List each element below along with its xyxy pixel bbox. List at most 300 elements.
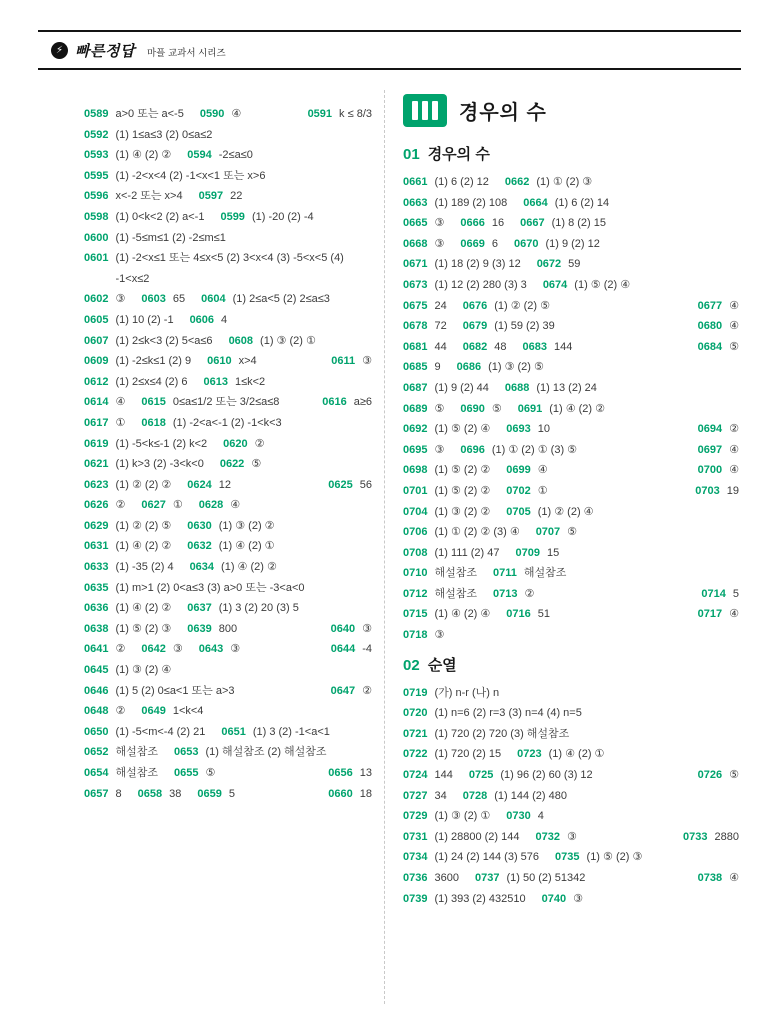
answer-text: 해설참조 — [523, 567, 567, 580]
problem-number: 0657 — [84, 787, 109, 800]
problem-number: 0732 — [535, 830, 560, 843]
answer-pair — [520, 213, 606, 234]
problem-number: 0608 — [228, 334, 254, 347]
problem-number: 0716 — [506, 608, 531, 621]
answer-pair — [698, 868, 739, 889]
problem-number: 0692 — [403, 423, 428, 436]
answer-text: (1) ① (2) ② (3) ④ — [434, 526, 520, 539]
problem-number: 0643 — [198, 643, 224, 656]
answer-pair — [536, 522, 577, 543]
answer-row — [84, 536, 372, 557]
problem-number: 0705 — [506, 505, 531, 518]
section-title: 경우의 수 — [427, 146, 490, 163]
answer-text: (1) ⑤ (2) ③ — [586, 851, 643, 864]
answer-text: 8 — [115, 787, 122, 800]
problem-number: 0630 — [187, 519, 212, 532]
problem-number: 0686 — [456, 361, 482, 374]
answer-text: a>0 또는 a<-5 — [115, 108, 184, 120]
answer-pair — [698, 337, 739, 358]
problem-number: 0635 — [84, 581, 109, 594]
answer-row — [403, 275, 739, 296]
answer-row — [84, 598, 372, 619]
answer-pair — [84, 722, 205, 743]
answer-row — [403, 193, 739, 214]
answer-text: (1) ③ (2) ② — [434, 505, 491, 518]
answer-pair — [322, 392, 372, 413]
problem-number: 0658 — [137, 787, 163, 800]
answer-row — [403, 481, 739, 502]
answer-text: (1) -20 (2) -4 — [251, 210, 314, 223]
answer-text: (1) ③ (2) ② — [218, 519, 275, 532]
problem-number: 0655 — [174, 767, 199, 779]
answer-pair — [403, 827, 519, 848]
answer-row — [403, 889, 739, 910]
answer-text: 해설참조 — [434, 567, 477, 580]
problem-number: 0599 — [220, 210, 245, 223]
answer-text: 38 — [169, 787, 182, 800]
answer-pair — [535, 827, 576, 848]
problem-number: 0680 — [697, 320, 723, 333]
answer-row — [403, 827, 739, 848]
answer-pair — [141, 289, 185, 310]
answer-pair — [403, 604, 490, 625]
answer-text: (1) ⑤ (2) ④ — [574, 278, 631, 291]
answer-pair — [698, 604, 739, 625]
answer-text: ⑤ — [434, 402, 445, 415]
answer-pair — [84, 639, 125, 660]
answer-text: (1) 10 (2) -1 — [115, 313, 174, 326]
answer-row — [84, 763, 372, 784]
answer-pair — [229, 331, 316, 352]
problem-number: 0610 — [207, 355, 232, 368]
answer-text: 5 — [732, 587, 739, 600]
answer-pair — [403, 724, 569, 745]
problem-number: 0619 — [84, 437, 109, 450]
problem-number: 0723 — [517, 748, 542, 761]
chapter-roman-numeral-III-icon — [403, 94, 447, 127]
answer-text: 51 — [537, 608, 550, 621]
answer-text: 65 — [172, 293, 186, 306]
answer-text: 9 — [434, 361, 441, 374]
answer-row — [84, 331, 372, 352]
problem-number: 0713 — [493, 587, 518, 600]
answer-text: 2880 — [714, 830, 739, 843]
answer-text: ② — [115, 499, 126, 512]
answer-text: (1) 해설참조 (2) 해설참조 — [205, 746, 327, 759]
answer-text: (1) ③ (2) ① — [434, 810, 491, 823]
answer-text: (1) 50 (2) 51342 — [506, 872, 586, 884]
answer-pair — [463, 316, 555, 337]
answer-row — [403, 724, 739, 745]
problem-number: 0718 — [403, 629, 428, 642]
answer-pair — [463, 786, 567, 807]
answer-text: (1) ④ (2) ④ — [434, 608, 491, 621]
answer-text: (1) 5 (2) 0≤a<1 또는 a>3 — [115, 684, 235, 697]
answer-text: (1) ① (2) ① (3) ⑤ — [491, 443, 578, 456]
answer-row — [403, 868, 739, 889]
answer-pair — [523, 193, 609, 214]
problem-number: 0685 — [403, 361, 428, 374]
answer-pair — [141, 392, 279, 413]
problem-number: 0596 — [84, 190, 109, 203]
answer-row — [403, 584, 739, 605]
problem-number: 0719 — [403, 686, 428, 699]
answer-pair — [506, 502, 593, 523]
problem-number: 0602 — [84, 293, 109, 306]
answer-text: (1) 8 (2) 15 — [551, 217, 606, 230]
problem-number: 0727 — [403, 789, 428, 802]
problem-number: 0704 — [403, 505, 428, 518]
answer-pair — [174, 763, 215, 784]
answer-text: (1) 1≤a≤3 (2) 0≤a≤2 — [115, 128, 213, 141]
answer-pair — [84, 763, 158, 784]
problem-number: 0645 — [84, 664, 109, 677]
answer-pair — [505, 172, 592, 193]
answer-text: (1) 18 (2) 9 (3) 12 — [434, 258, 521, 271]
problem-number: 0672 — [536, 258, 562, 271]
answer-pair — [197, 784, 235, 805]
lightning-bolt-icon: ⚡ — [51, 42, 68, 59]
answer-text: (1) 28800 (2) 144 — [434, 830, 520, 843]
brand-logo: 빠른정답 — [75, 43, 135, 60]
problem-number: 0683 — [522, 340, 547, 353]
answer-row — [403, 502, 739, 523]
answer-pair — [84, 598, 171, 619]
answer-pair — [403, 502, 490, 523]
problem-number: 0693 — [506, 423, 531, 436]
problem-number: 0717 — [697, 608, 723, 621]
answer-pair — [138, 784, 182, 805]
answer-pair — [403, 765, 453, 786]
answer-pair — [328, 763, 372, 784]
problem-number: 0668 — [403, 237, 428, 250]
answer-row — [403, 765, 739, 786]
answer-text: (1) ⑤ (2) ③ — [115, 622, 172, 635]
answer-text: 12 — [218, 478, 231, 491]
answer-text: 34 — [434, 789, 447, 802]
answer-text: (1) 3 (2) 20 (3) 5 — [218, 602, 299, 615]
problem-number: 0739 — [403, 892, 428, 905]
answer-pair — [201, 289, 330, 310]
problem-number: 0661 — [403, 176, 428, 188]
answer-pair — [543, 275, 630, 296]
answer-text: ③ — [362, 355, 372, 368]
answer-pair — [308, 104, 372, 125]
answer-text: ③ — [573, 892, 583, 905]
problem-number: 0709 — [515, 546, 540, 559]
answer-text: ① — [537, 484, 548, 497]
answer-row — [403, 337, 739, 358]
answer-row — [84, 207, 372, 228]
answer-text: (1) ② (2) ⑤ — [115, 519, 172, 532]
answer-text: ③ — [230, 643, 241, 656]
answer-text: (1) 2≤a<5 (2) 2≤a≤3 — [232, 293, 330, 306]
answer-pair — [403, 193, 507, 214]
answer-text: (1) ⑤ (2) ② — [434, 484, 491, 497]
answer-text: (1) -2≤k≤1 (2) 9 — [115, 355, 192, 368]
problem-number: 0589 — [84, 108, 109, 120]
problem-number: 0656 — [328, 767, 353, 779]
answer-text: ④ — [729, 443, 739, 456]
problem-number: 0615 — [141, 396, 166, 409]
problem-number: 0665 — [403, 217, 428, 230]
answer-pair — [403, 481, 490, 502]
problem-number: 0641 — [84, 643, 109, 656]
answer-text: (1) -5<k≤-1 (2) k<2 — [115, 437, 208, 450]
problem-number: 0677 — [697, 299, 723, 312]
problem-number: 0660 — [328, 787, 353, 800]
answer-text: k ≤ 8/3 — [339, 108, 372, 120]
answer-pair — [403, 889, 526, 910]
answer-text: 72 — [434, 320, 447, 333]
answer-pair — [516, 543, 560, 564]
problem-number: 0700 — [697, 464, 723, 477]
answer-pair — [84, 557, 174, 578]
answer-text: (1) 9 (2) 44 — [434, 381, 489, 394]
problem-number: 0720 — [403, 707, 428, 720]
answer-pair — [199, 186, 243, 207]
problem-number: 0701 — [403, 484, 428, 497]
answer-text: (1) 720 (2) 720 (3) 해설참조 — [434, 727, 570, 740]
problem-number: 0648 — [84, 705, 109, 718]
answer-pair — [207, 351, 257, 372]
answer-row — [84, 228, 372, 249]
answer-text: ④ — [230, 499, 241, 512]
answer-pair — [84, 392, 125, 413]
problem-number: 0624 — [187, 478, 212, 491]
problem-number: 0653 — [174, 746, 199, 759]
answer-pair — [403, 703, 582, 724]
answer-row — [84, 289, 372, 310]
answer-row — [84, 413, 372, 434]
answer-pair — [141, 495, 182, 516]
answer-text: (1) ③ (2) ④ — [115, 664, 172, 677]
section-header — [403, 654, 739, 675]
answer-text: (1) ③ (2) ⑤ — [488, 361, 544, 374]
problem-number: 0721 — [403, 727, 428, 740]
problem-number: 0629 — [84, 519, 109, 532]
answer-row — [84, 557, 372, 578]
answer-text: ① — [172, 499, 183, 512]
answer-pair — [403, 172, 489, 193]
problem-number: 0702 — [506, 484, 531, 497]
answer-text: -2≤a≤0 — [218, 149, 253, 162]
answer-pair — [403, 234, 444, 255]
answer-text: (1) ④ (2) ② — [221, 561, 277, 574]
answer-pair — [84, 413, 125, 434]
problem-number: 0715 — [403, 608, 428, 621]
answer-pair — [174, 742, 327, 763]
answer-text: (1) 144 (2) 480 — [494, 789, 567, 802]
series-label: 마플 교과서 시리즈 — [146, 47, 226, 59]
answer-pair — [463, 296, 550, 317]
answer-text: 15 — [546, 546, 560, 559]
answer-pair — [187, 516, 274, 537]
answer-pair — [460, 213, 504, 234]
problem-number: 0695 — [403, 443, 428, 456]
answer-pair — [84, 351, 191, 372]
answer-row — [84, 372, 372, 393]
problem-number: 0649 — [141, 705, 166, 718]
answer-pair — [84, 331, 213, 352]
section-number: 02 — [403, 656, 420, 674]
answer-pair — [506, 419, 550, 440]
problem-number: 0729 — [403, 810, 428, 823]
answer-pair — [84, 742, 158, 763]
answer-text: ① — [115, 416, 126, 429]
answer-text: ⑤ — [491, 402, 502, 415]
problem-number: 0591 — [307, 108, 333, 120]
answer-text: 1≤k<2 — [234, 375, 266, 388]
answer-pair — [403, 316, 447, 337]
section-number: 01 — [403, 146, 420, 163]
answer-text: (1) 9 (2) 12 — [545, 237, 600, 250]
answer-row — [84, 619, 372, 640]
answer-pair — [695, 481, 739, 502]
answer-row — [403, 399, 739, 420]
answer-text: ③ — [434, 443, 445, 456]
problem-number: 0646 — [84, 684, 109, 697]
answer-text: 해설참조 — [434, 587, 477, 600]
answer-pair — [187, 475, 231, 496]
answer-row — [403, 296, 739, 317]
answer-pair — [522, 337, 572, 358]
answer-text: (1) ④ (2) ② — [115, 149, 172, 162]
problem-number: 0696 — [460, 443, 485, 456]
answer-pair — [518, 399, 605, 420]
answer-text: 24 — [434, 299, 447, 312]
problem-number: 0640 — [330, 622, 356, 635]
answer-row — [84, 660, 372, 681]
answer-text: 10 — [537, 423, 550, 436]
problem-number: 0604 — [201, 293, 226, 306]
answer-pair — [84, 372, 187, 393]
answer-text: 800 — [218, 622, 238, 635]
answer-pair — [403, 337, 447, 358]
problem-number: 0712 — [403, 587, 428, 600]
answer-row — [84, 639, 372, 660]
problem-number: 0598 — [84, 210, 109, 223]
answer-row — [403, 625, 739, 646]
answer-pair — [457, 357, 544, 378]
answer-row — [403, 703, 739, 724]
answer-text: 해설참조 — [115, 767, 158, 779]
problem-number: 0642 — [141, 643, 166, 656]
problem-number: 0726 — [697, 769, 723, 782]
problem-number: 0623 — [84, 478, 109, 491]
problem-number: 0664 — [523, 196, 548, 209]
answer-pair — [403, 806, 490, 827]
answer-text: (1) ④ (2) ② — [549, 402, 605, 415]
problem-number: 0663 — [403, 196, 428, 209]
answer-text: 4 — [537, 810, 544, 823]
answer-pair — [221, 722, 330, 743]
answer-text: (1) 6 (2) 12 — [434, 176, 489, 188]
answer-pair — [223, 434, 264, 455]
answer-pair — [683, 827, 739, 848]
answer-text: (1) ④ (2) ① — [218, 540, 275, 553]
problem-number: 0639 — [187, 622, 212, 635]
problem-number: 0600 — [84, 231, 109, 244]
answer-text: (1) k>3 (2) -3<k<0 — [115, 458, 204, 471]
answer-text: 4 — [221, 313, 228, 326]
problem-number: 0609 — [84, 355, 109, 368]
problem-number: 0684 — [697, 340, 723, 353]
answer-pair — [200, 104, 241, 125]
problem-number: 0740 — [541, 892, 567, 905]
problem-number: 0724 — [403, 769, 428, 782]
problem-number: 0731 — [403, 830, 428, 843]
problem-number: 0644 — [330, 643, 356, 656]
answer-text: 5 — [228, 787, 235, 800]
problem-number: 0618 — [141, 416, 166, 429]
problem-number: 0725 — [468, 769, 494, 782]
answer-row — [403, 440, 739, 461]
left-answer-rows — [84, 104, 372, 804]
answer-text: ④ — [729, 299, 739, 312]
answer-text: 16 — [491, 217, 505, 230]
answer-pair — [537, 254, 581, 275]
answer-text: (1) 189 (2) 108 — [434, 196, 508, 209]
problem-number: 0597 — [198, 190, 224, 203]
answer-text: (1) 2≤k<3 (2) 5<a≤6 — [115, 334, 213, 347]
answer-row — [403, 683, 739, 704]
problem-number: 0622 — [219, 458, 245, 471]
answer-pair — [403, 254, 521, 275]
problem-number: 0647 — [330, 684, 356, 697]
problem-number: 0595 — [84, 169, 109, 182]
answer-text: (1) -2<a<-1 (2) -1<k<3 — [172, 416, 282, 429]
answer-pair — [403, 419, 490, 440]
answer-pair — [84, 475, 171, 496]
answer-text: 3600 — [434, 872, 459, 884]
answer-pair — [403, 460, 490, 481]
answer-text: 56 — [359, 478, 372, 491]
problem-number: 0691 — [517, 402, 543, 415]
problem-number: 0628 — [198, 499, 224, 512]
answer-pair — [403, 625, 444, 646]
answer-pair — [701, 584, 739, 605]
answer-pair — [698, 765, 739, 786]
problem-number: 0603 — [141, 293, 166, 306]
answer-pair — [403, 296, 447, 317]
answer-row — [403, 378, 739, 399]
answer-text: ④ — [537, 464, 548, 477]
answer-text: a≥6 — [353, 396, 372, 409]
answer-pair — [84, 701, 125, 722]
problem-number: 0593 — [84, 149, 109, 162]
answer-row — [403, 847, 739, 868]
answer-pair — [403, 399, 444, 420]
problem-number: 0625 — [328, 478, 353, 491]
answer-pair — [403, 563, 477, 584]
problem-number: 0710 — [403, 567, 428, 580]
answer-row — [403, 806, 739, 827]
problem-number: 0699 — [506, 464, 531, 477]
problem-number: 0652 — [84, 746, 109, 759]
answer-pair — [199, 495, 240, 516]
answer-row — [403, 543, 739, 564]
answer-pair — [506, 460, 547, 481]
answer-pair — [84, 228, 226, 249]
answer-text: x>4 — [238, 355, 257, 368]
problem-number: 0636 — [84, 602, 109, 615]
answer-pair — [403, 522, 520, 543]
left-answer-column — [38, 90, 385, 1004]
answer-row — [403, 357, 739, 378]
answer-pair — [493, 584, 534, 605]
answer-text: ④ — [729, 872, 739, 884]
